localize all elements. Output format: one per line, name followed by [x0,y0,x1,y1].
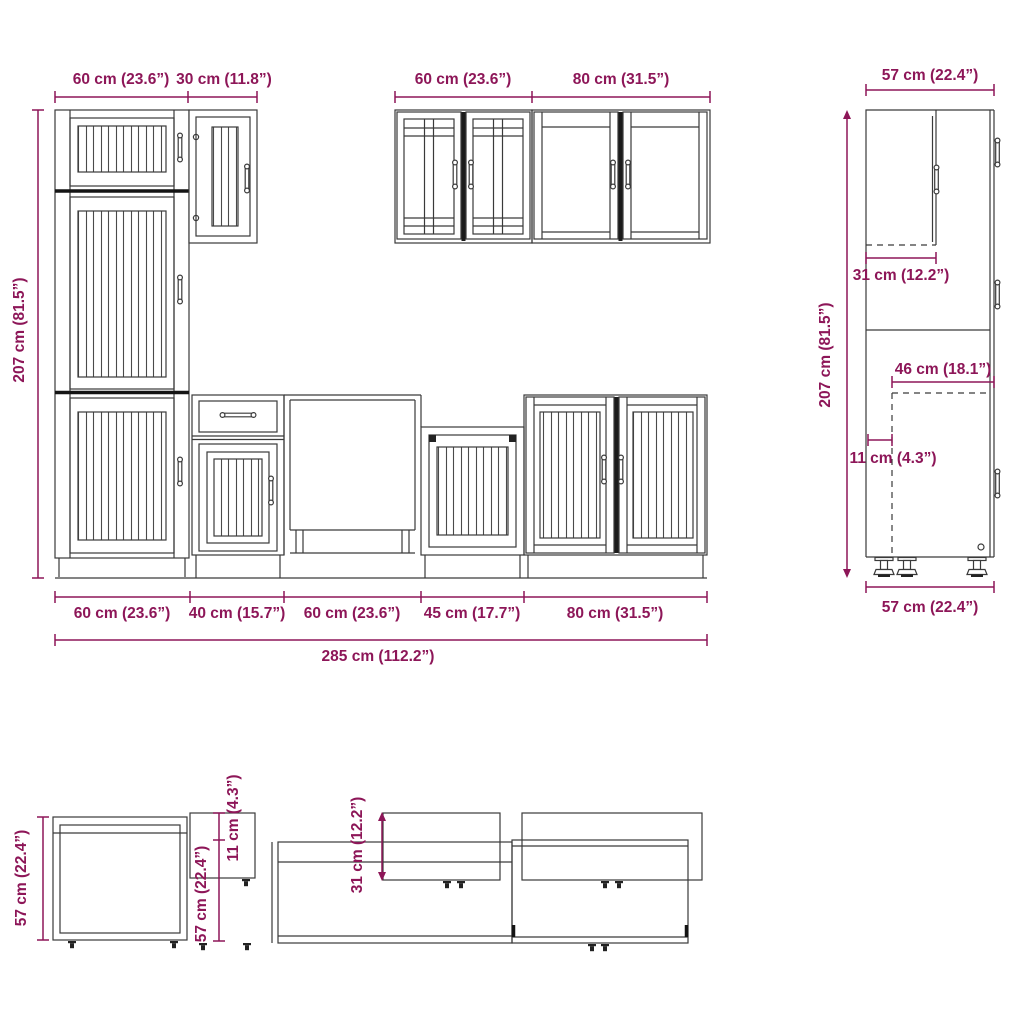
hinge-icon [429,435,436,442]
tall-bottom-door-handle [178,457,183,486]
dim-label-side-interior-depth: 46 cm (18.1”) [894,361,992,378]
plan-foot [615,881,623,888]
dim-side-back-offset [849,434,936,467]
base-80-right-handle [619,455,624,484]
plan-foot [601,881,609,888]
plan-wall-80 [522,813,702,888]
dim-side-interior-depth [892,361,994,388]
side-cabinet-body [866,110,1000,577]
side-top-handle [995,138,1000,167]
dim-label-front-height: 207 cm (81.5”) [11,277,28,383]
dim-label-seg-60b: 60 cm (23.6”) [303,605,401,622]
base-cabinet-40 [192,395,284,555]
screw-icon [978,544,984,550]
wall-cabinet-30 [189,110,257,243]
dim-label-side-bottom-depth: 57 cm (22.4”) [881,599,979,616]
dim-label-total-width: 285 cm (112.2”) [321,648,435,665]
tall-middle-door-handle [178,275,183,304]
side-middle-handle [995,280,1000,309]
base-cabinet-80 [524,395,707,555]
side-wall-handle [934,165,939,194]
dim-label-tall-width: 60 cm (23.6”) [72,71,170,88]
dim-label-plan-back-offset: 11 cm (4.3”) [225,774,242,862]
dim-side-top-depth [866,67,994,96]
wall-60-right-door [466,112,530,239]
plan-view [13,774,702,951]
adjustable-foot [967,558,987,578]
base-80-right-door [619,397,705,553]
wall-80-right-handle [626,160,631,189]
dim-label-side-wall-depth: 31 cm (12.2”) [852,267,950,284]
dim-label-seg-45: 45 cm (17.7”) [423,605,521,622]
dim-label-plan-wall-depth: 31 cm (12.2”) [349,796,366,894]
dim-label-plan-base-depth: 57 cm (22.4”) [193,845,210,943]
drawer-handle [220,413,256,418]
plan-foot [242,879,250,886]
dim-label-seg-60a: 60 cm (23.6”) [73,605,171,622]
dim-label-wall-small-width: 30 cm (11.8”) [176,71,272,88]
wall-60-right-handle [469,160,474,189]
dim-side-wall-depth [853,252,950,284]
dim-label-wall-80-width: 80 cm (31.5”) [572,71,670,88]
wall-cabinet-60 [395,110,532,243]
base-80-left-handle [602,455,607,484]
plan-base-80 [512,840,688,951]
plan-foot [243,943,251,950]
base-40-handle [269,476,274,505]
wall-cabinet-80 [532,110,710,243]
appliance-space-60 [284,395,421,555]
adjustable-foot [874,558,894,578]
dim-top-wall-row [395,71,710,103]
dim-label-side-back-offset: 11 cm (4.3”) [849,450,937,467]
base-80-left-door [526,397,614,553]
plan-foot [199,943,207,950]
plan-base-mid [272,842,512,943]
wall-80-left-door [534,112,618,239]
plan-wall-60 [383,813,500,888]
dim-side-bottom-depth [866,581,994,616]
dim-label-wall-60-width: 60 cm (23.6”) [414,71,512,88]
tall-cabinet-60 [55,110,189,577]
dim-label-seg-80: 80 cm (31.5”) [566,605,664,622]
dim-bottom-total [55,634,707,665]
wall-80-right-door [623,112,707,239]
dim-side-height [817,110,851,578]
dim-label-seg-40: 40 cm (15.7”) [188,605,286,622]
wall-30-handle [245,164,250,193]
plan-foot [457,881,465,888]
dim-front-height [11,110,44,578]
plan-foot [68,941,76,948]
plan-foot [601,944,609,951]
dim-label-plan-outer-depth: 57 cm (22.4”) [13,829,30,927]
adjustable-foot [897,558,917,578]
dim-plan-base-depth [193,774,242,942]
dim-plan-wall-depth [349,797,386,894]
wall-60-left-handle [453,160,458,189]
base-cabinet-45 [421,427,524,555]
dim-label-side-top-depth: 57 cm (22.4”) [881,67,979,84]
tall-top-door-handle [178,133,183,162]
wall-80-left-handle [611,160,616,189]
dim-plan-outer-depth [13,817,49,940]
dim-bottom-segments [55,591,707,622]
plan-foot [443,881,451,888]
hinge-icon [509,435,516,442]
dim-label-side-height: 207 cm (81.5”) [817,302,834,408]
dim-top-tall-row [55,71,272,103]
plan-foot [588,944,596,951]
side-bottom-handle [995,469,1000,498]
plan-base-60 [53,817,187,948]
wall-60-left-door [397,112,461,239]
plan-foot [170,941,178,948]
plan-feet-hidden-row [199,943,251,950]
front-elevation-view [11,71,710,665]
side-view [817,67,1000,616]
